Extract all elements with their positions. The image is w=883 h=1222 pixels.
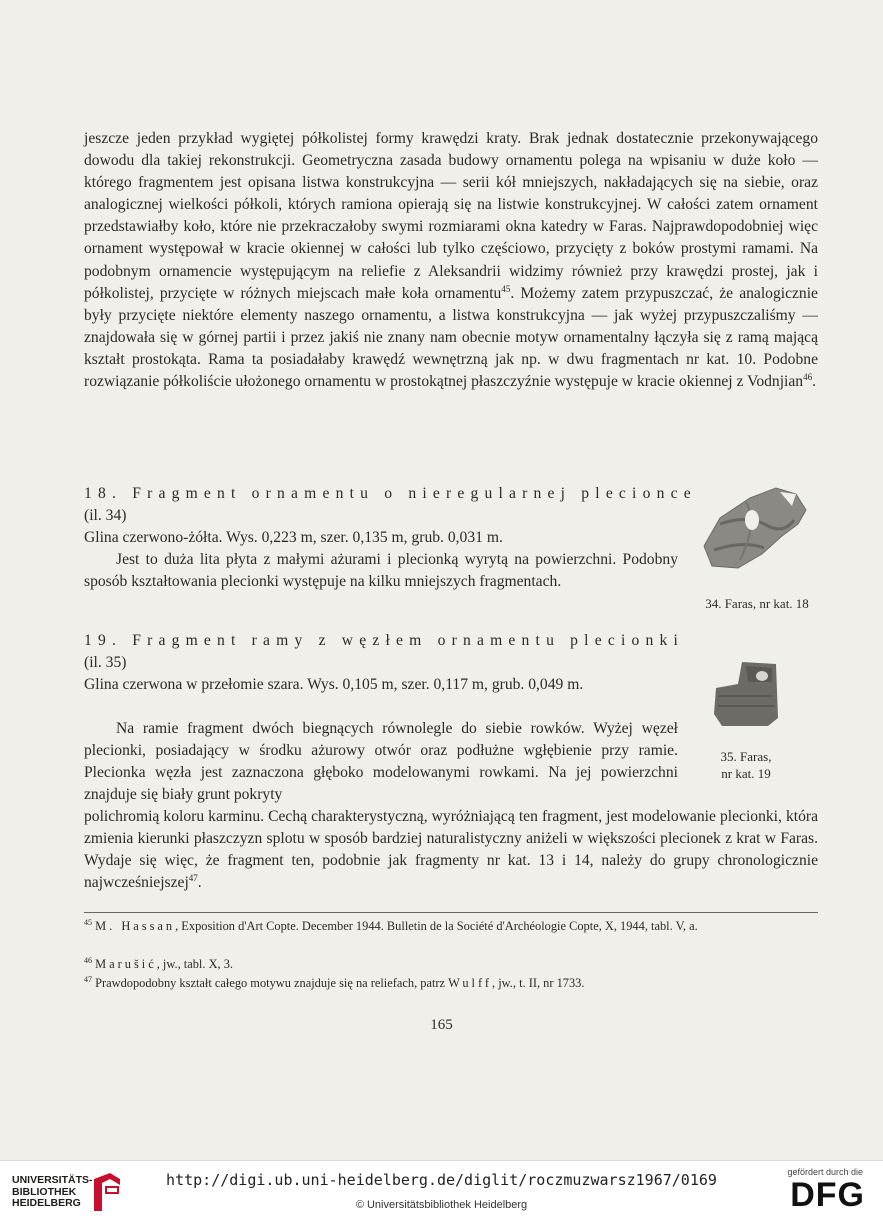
dfg-logo[interactable]: DFG	[790, 1176, 865, 1214]
footnote-divider	[84, 912, 818, 913]
footnote-46: $^{46}$ Marušić, jw., tabl. X, 3.	[84, 955, 234, 971]
footnote-ref[interactable]: 45	[501, 283, 511, 294]
figure-35-caption-line1: 35. Faras,	[720, 749, 772, 764]
footnote-ref[interactable]: 46	[803, 371, 813, 382]
item-19-heading: 19. Fragment ramy z węzłem ornamentu plecionki	[84, 632, 685, 649]
permalink-url[interactable]: http://digi.ub.uni-heidelberg.de/diglit/roczmuzwarsz1967/0169	[166, 1171, 717, 1189]
figure-35-caption-line2: nr kat. 19	[721, 766, 771, 781]
footnote-ref[interactable]: 47	[188, 873, 198, 884]
item-18-ref: (il. 34)	[84, 507, 127, 524]
item-18-heading: 18. Fragment ornamentu o nieregularnej plecionce	[84, 485, 697, 502]
item-19-ref: (il. 35)	[84, 654, 127, 671]
library-name[interactable]: UNIVERSITÄTS- BIBLIOTHEK HEIDELBERG	[12, 1174, 93, 1209]
footnote-45: $^{45}$ M. Hassan, Exposition d'Art Copte. December 1944. Bulletin de la Société d'Archéologie Copte, X, 1944, tabl. V, a.	[84, 917, 698, 933]
item-18-material: Glina czerwono-żółta. Wys. 0,223 m, szer. 0,135 m, grub. 0,031 m.	[84, 529, 503, 546]
body-paragraph: jeszcze jeden przykład wygiętej półkolistej formy krawędzi kraty. Brak jednak dostatecznie przekonywającego dowodu dla takiej rekonstrukcji. Geometryczna zasada budowy ornamentu polega na wpisaniu w duże koło — którego fragmentem jest opisana listwa konstrukcyjna — serii kół mniejszych, nakładających się na siebie, oraz analogicznej wielkości półkoli, których ramiona opierają się na listwie konstrukcyjnej. W całości zatem ornament przedstawiałby koło, które nie przekraczałoby swymi rozmiarami okna katedry w Faras. Najprawdopodobniej więc ornament występował w kracie okiennej w całości lub tylko częściowo, przycięty z boków prostymi ramami. Na podobnym ornamencie występującym na reliefie z Aleksandrii widzimy również przy krawędzi prostej, jak i półkolistej, przycięte w różnych miejscach małe koła ornamentu$^{45}$. Możemy zatem przypuszczać, że analogicznie były przycięte niektóre elementy naszego ornamentu, a listwa konstrukcyjna — jak wyżej przypuszczaliśmy — znajdowała się w górnej partii i przez jakiś nie znany nam obecnie motyw ornamentalny łączyła się z ramą mającą kształt prostokąta. Rama ta posiadałaby krawędź wewnętrzną jak np. w dwu fragmentach nr kat. 10. Podobne rozwiązanie półkoliście ułożonego ornamentu w prostokątnej płaszczyźnie występuje w kracie okiennej z Vodnjian$^{46}$.	[84, 130, 818, 391]
figure-35-fragment-image	[712, 660, 782, 728]
figure-34-caption: 34. Faras, nr kat. 18	[705, 596, 809, 611]
footnote-47: $^{47}$ Prawdopodobny kształt całego motywu znajduje się na reliefach, patrz Wulff, jw., t. II, nr 1733.	[84, 974, 585, 990]
item-19-material: Glina czerwona w przełomie szara. Wys. 0,105 m, szer. 0,117 m, grub. 0,049 m.	[84, 676, 584, 693]
funded-by-label: gefördert durch die	[787, 1167, 863, 1177]
item-19-description-b: polichromią koloru karminu. Cechą charakterystyczną, wyróżniającą ten fragment, jest modelowanie plecionki, która zmienia kierunki płaszczyzn splotu w sposób bardziej naturalistyczny aniżeli w większości plecionek z krat w Faras. Wydaje się więc, że fragment ten, podobnie jak fragmenty nr kat. 13 i 14, należy do grupy chronologicznie najwcześniejszej$^{47}$.	[84, 808, 818, 892]
page-number: 165	[430, 1017, 453, 1033]
item-19-description-a: Na ramie fragment dwóch biegnących równolegle do siebie rowków. Wyżej węzeł plecionki, posiadający w środku ażurowy otwór oraz podłużne wgłębienie przy ramie. Plecionka węzła jest zaznaczona głęboko modelowanymi rowkami. Na jej powierzchni znajduje się biały grunt pokryty	[84, 720, 678, 804]
item-18-description: Jest to duża lita płyta z małymi ażurami i plecionką wyrytą na powierzchni. Podobny sposób kształtowania plecionki występuje na kilku mniejszych fragmentach.	[84, 551, 678, 591]
footer-bar	[0, 1160, 883, 1222]
figure-34-fragment-image	[698, 484, 810, 574]
copyright-text: © Universitätsbibliothek Heidelberg	[355, 1199, 528, 1211]
